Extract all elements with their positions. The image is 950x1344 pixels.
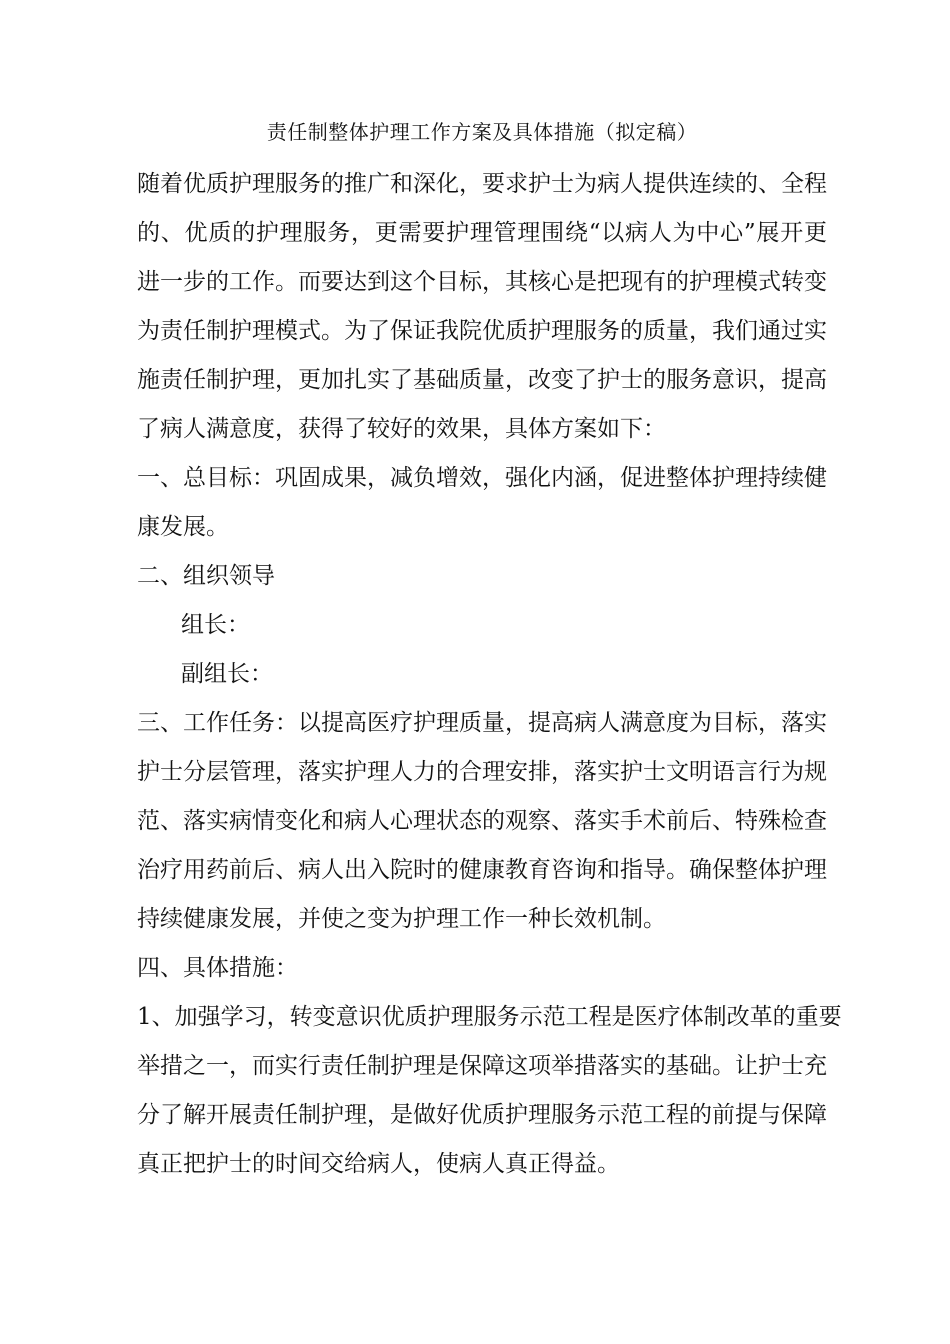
body-line: 范、落实病情变化和病人心理状态的观察、落实手术前后、特殊检查 <box>137 808 827 834</box>
group-leader-label: 组长： <box>181 612 250 638</box>
body-line: 为责任制护理模式。为了保证我院优质护理服务的质量，我们通过实 <box>137 318 827 344</box>
body-line: 分了解开展责任制护理，是做好优质护理服务示范工程的前提与保障 <box>137 1102 827 1128</box>
body-line: 了病人满意度，获得了较好的效果，具体方案如下： <box>137 416 666 442</box>
section-heading-goal: 一、总目标：巩固成果，减负增效，强化内涵，促进整体护理持续健 <box>137 465 827 491</box>
body-line: 持续健康发展，并使之变为护理工作一种长效机制。 <box>137 906 666 932</box>
body-line: 进一步的工作。而要达到这个目标，其核心是把现有的护理模式转变 <box>137 269 827 295</box>
body-line: 随着优质护理服务的推广和深化，要求护士为病人提供连续的、全程 <box>137 171 827 197</box>
body-line: 康发展。 <box>137 514 229 540</box>
body-line: 治疗用药前后、病人出入院时的健康教育咨询和指导。确保整体护理 <box>137 857 827 883</box>
document-title: 责任制整体护理工作方案及具体措施（拟定稿） <box>266 120 698 144</box>
deputy-leader-label: 副组长： <box>181 661 273 687</box>
section-heading-measures: 四、具体措施： <box>137 955 298 981</box>
body-line: 施责任制护理，更加扎实了基础质量，改变了护士的服务意识，提高 <box>137 367 827 393</box>
section-heading-organization: 二、组织领导 <box>137 563 275 589</box>
measure-item-1: 1、加强学习，转变意识优质护理服务示范工程是医疗体制改革的重要 <box>137 1004 842 1030</box>
body-line: 举措之一，而实行责任制护理是保障这项举措落实的基础。让护士充 <box>137 1053 827 1079</box>
document-page <box>137 112 842 1189</box>
section-heading-tasks: 三、工作任务：以提高医疗护理质量，提高病人满意度为目标，落实 <box>137 710 827 736</box>
body-line: 护士分层管理，落实护理人力的合理安排，落实护士文明语言行为规 <box>137 759 827 785</box>
body-line: 的、优质的护理服务，更需要护理管理围绕“以病人为中心”展开更 <box>137 220 827 246</box>
body-line: 真正把护士的时间交给病人，使病人真正得益。 <box>137 1151 620 1177</box>
